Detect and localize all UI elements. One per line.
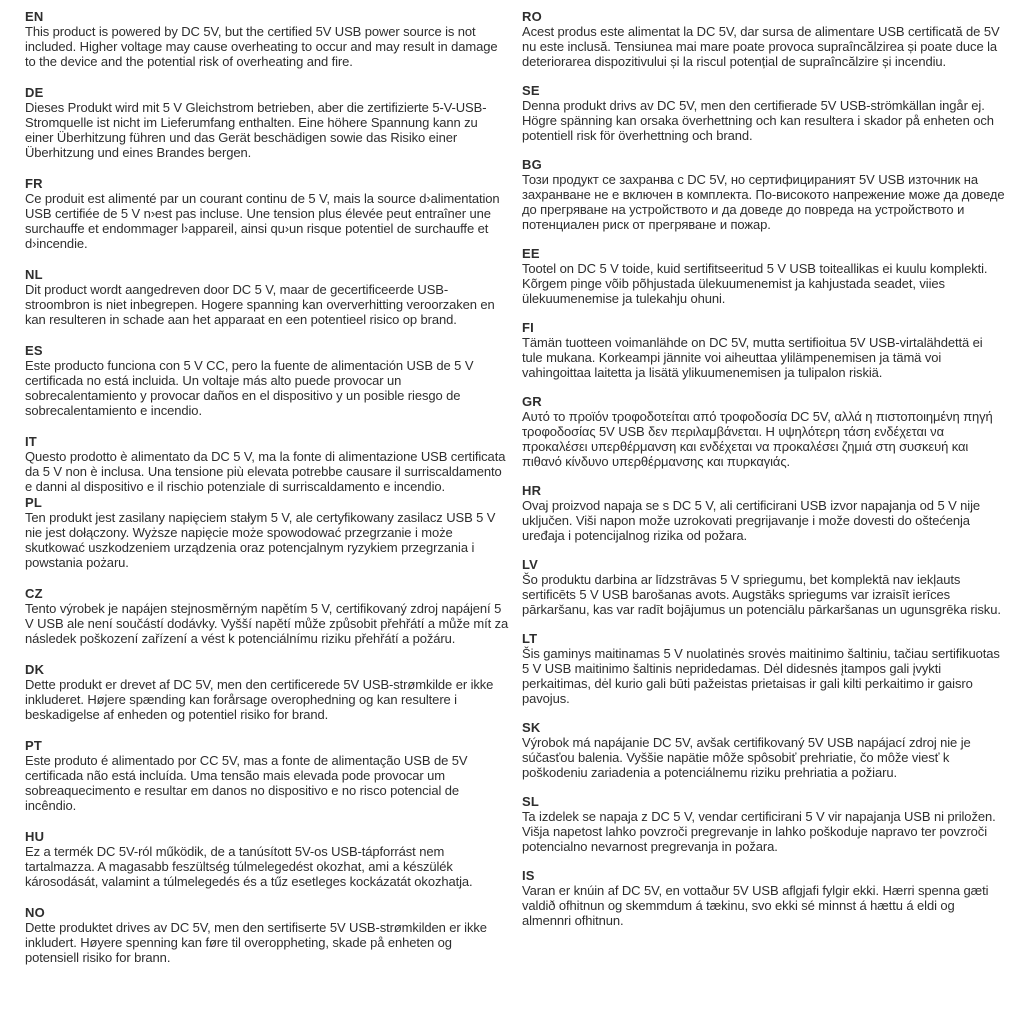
lang-section-fr	[25, 176, 509, 251]
lang-code-is: IS	[522, 868, 535, 883]
lang-section-lv	[522, 557, 1006, 617]
left-column	[25, 9, 509, 981]
lang-section-fi	[522, 320, 1006, 380]
lang-section-lt	[522, 631, 1006, 706]
lang-code-sk: SK	[522, 720, 541, 735]
lang-text-lv: Šo produktu darbina ar līdzstrāvas 5 V spriegumu, bet komplektā nav iekļauts sertificēts 5 V USB barošanas avots. Augstāks spriegums var izraisīt ierīces pārkaršanu, kas var radīt bojājumus un potenciālu pārkaršanas un ugunsgrēka risku.	[522, 572, 1001, 617]
lang-section-is	[522, 868, 1006, 928]
lang-text-it: Questo prodotto è alimentato da DC 5 V, ma la fonte di alimentazione USB certificata da 5 V non è inclusa. Una tensione più elevata potrebbe causare il surriscaldamento e danni al dispositivo e il rischio potenziale di surriscaldamento e incendio.	[25, 449, 506, 494]
lang-section-ro	[522, 9, 1006, 69]
lang-code-de: DE	[25, 85, 44, 100]
lang-code-ro: RO	[522, 9, 542, 24]
lang-text-sk: Výrobok má napájanie DC 5V, avšak certifikovaný 5V USB napájací zdroj nie je súčasťou balenia. Vyššie napätie môže spôsobiť prehriatie, čo môže viesť k poškodeniu zariadenia a potenciálnemu riziku prehriatia a požiaru.	[522, 735, 971, 780]
lang-text-cz: Tento výrobek je napájen stejnosměrným napětím 5 V, certifikovaný zdroj napájení 5 V USB ale není součástí dodávky. Vyšší napětí může způsobit přehřátí a může mít za následek poškození zařízení a vést k potenciálnímu riziku přehřátí a požáru.	[25, 601, 509, 646]
lang-section-sk	[522, 720, 1006, 780]
lang-text-is: Varan er knúin af DC 5V, en vottaður 5V USB aflgjafi fylgir ekki. Hærri spenna gæti valdið ofhitnun og skemmdum á tækinu, svo ekki sé minnst á hættu á eldi og almennri ofhitnun.	[522, 883, 989, 928]
lang-text-es: Este producto funciona con 5 V CC, pero la fuente de alimentación USB de 5 V certificada no está incluida. Un voltaje más alto puede provocar un sobrecalentamiento y provocar daños en el dispositivo y un posible riesgo de sobrecalentamiento e incendio.	[25, 358, 474, 418]
lang-code-bg: BG	[522, 157, 542, 172]
lang-section-pt	[25, 738, 509, 813]
lang-section-hu	[25, 829, 509, 889]
lang-text-sl: Ta izdelek se napaja z DC 5 V, vendar certificirani 5 V vir napajanja USB ni priložen. Višja napetost lahko povzroči pregrevanje in lahko poškoduje napravo ter povzroči potencialno nevarnost pregrevanja in požara.	[522, 809, 996, 854]
lang-text-pl: Ten produkt jest zasilany napięciem stałym 5 V, ale certyfikowany zasilacz USB 5 V nie jest dołączony. Wyższe napięcie może spowodować przegrzanie i może skutkować uszkodzeniem urządzenia oraz potencjalnym ryzykiem przegrzania i powstania pożaru.	[25, 510, 496, 570]
lang-text-ee: Tootel on DC 5 V toide, kuid sertifitseeritud 5 V USB toiteallikas ei kuulu komplekti. Kõrgem pinge võib põhjustada ülekuumenemist ja kahjustada seadet, viies ülekuumenemise ja tulekahju ohuni.	[522, 261, 988, 306]
lang-text-fi: Tämän tuotteen voimanlähde on DC 5V, mutta sertifioitua 5V USB-virtalähdettä ei tule mukana. Korkeampi jännite voi aiheuttaa ylilämpenemisen ja tämä voi vahingoittaa laitetta ja lisätä ylikuumenemisen ja tulipalon riskiä.	[522, 335, 983, 380]
lang-code-cz: CZ	[25, 586, 43, 601]
lang-code-gr: GR	[522, 394, 542, 409]
lang-section-gr	[522, 394, 1006, 469]
lang-section-de	[25, 85, 509, 160]
lang-code-lt: LT	[522, 631, 538, 646]
lang-code-lv: LV	[522, 557, 539, 572]
lang-code-no: NO	[25, 905, 45, 920]
lang-text-fr: Ce produit est alimenté par un courant continu de 5 V, mais la source d›alimentation USB certifiée de 5 V n›est pas incluse. Une tension plus élevée peut entraîner une surchauffe et endommager l›appareil, ainsi qu›un risque potentiel de surchauffe et d›incendie.	[25, 191, 500, 251]
lang-text-bg: Този продукт се захранва с DC 5V, но сертифицираният 5V USB източник на захранване не е включен в комплекта. По-високото напрежение може да доведе до прегряване на устройството и да доведе до повреда на устройството и потенциален риск от прегряване и пожар.	[522, 172, 1005, 232]
lang-text-nl: Dit product wordt aangedreven door DC 5 V, maar de gecertificeerde USB-stroombron is niet inbegrepen. Hogere spanning kan oververhitting veroorzaken en kan resulteren in schade aan het apparaat en een potentieel risico op brand.	[25, 282, 495, 327]
lang-text-en: This product is powered by DC 5V, but the certified 5V USB power source is not included. Higher voltage may cause overheating to occur and may result in damage to the device and the potential risk of overheating and fire.	[25, 24, 498, 69]
lang-code-fr: FR	[25, 176, 43, 191]
lang-section-nl	[25, 267, 509, 327]
lang-code-ee: EE	[522, 246, 540, 261]
lang-code-it: IT	[25, 434, 37, 449]
lang-text-pt: Este produto é alimentado por CC 5V, mas a fonte de alimentação USB de 5V certificada não está incluída. Uma tensão mais elevada pode provocar um sobreaquecimento e resultar em danos no dispositivo e no risco potencial de incêndio.	[25, 753, 468, 813]
lang-section-bg	[522, 157, 1006, 232]
lang-code-fi: FI	[522, 320, 534, 335]
lang-code-se: SE	[522, 83, 540, 98]
lang-section-pl	[25, 495, 509, 570]
lang-section-no	[25, 905, 509, 965]
lang-text-gr: Αυτό το προϊόν τροφοδοτείται από τροφοδοσία DC 5V, αλλά η πιστοποιημένη πηγή τροφοδοσίας 5V USB δεν περιλαμβάνεται. Η υψηλότερη τάση ενδέχεται να προκαλέσει υπερθέρμανση και ενδέχεται να προκαλέσει ζημιά στη συσκευή και πιθανό κίνδυνο υπερθέρμανσης και πυρκαγιάς.	[522, 409, 993, 469]
lang-section-dk	[25, 662, 509, 722]
lang-section-hr	[522, 483, 1006, 543]
lang-text-ro: Acest produs este alimentat la DC 5V, dar sursa de alimentare USB certificată de 5V nu este inclusă. Tensiunea mai mare poate provoca supraîncălzirea și poate duce la deteriorarea dispozitivului și la riscul potențial de supraîncălzire și incendiu.	[522, 24, 1000, 69]
lang-code-es: ES	[25, 343, 43, 358]
lang-code-sl: SL	[522, 794, 540, 809]
lang-section-en	[25, 9, 509, 69]
lang-section-se	[522, 83, 1006, 143]
lang-text-no: Dette produktet drives av DC 5V, men den sertifiserte 5V USB-strømkilden er ikke inkludert. Høyere spenning kan føre til overoppheting, skade på enheten og potensiell risiko for brann.	[25, 920, 487, 965]
lang-section-es	[25, 343, 509, 418]
lang-text-se: Denna produkt drivs av DC 5V, men den certifierade 5V USB-strömkällan ingår ej. Högre spänning kan orsaka överhettning och kan resultera i skador på enheten och potentiell risk för överhettning och brand.	[522, 98, 994, 143]
lang-code-dk: DK	[25, 662, 45, 677]
lang-code-pt: PT	[25, 738, 43, 753]
lang-code-pl: PL	[25, 495, 43, 510]
lang-code-en: EN	[25, 9, 44, 24]
lang-text-de: Dieses Produkt wird mit 5 V Gleichstrom betrieben, aber die zertifizierte 5-V-USB-Stromquelle ist nicht im Lieferumfang enthalten. Eine höhere Spannung kann zu einer Überhitzung führen und das Gerät beschädigen sowie das Risiko einer Überhitzung und eines Brandes bergen.	[25, 100, 487, 160]
lang-section-sl	[522, 794, 1006, 854]
lang-section-it	[25, 434, 509, 494]
lang-code-hr: HR	[522, 483, 542, 498]
lang-text-hr: Ovaj proizvod napaja se s DC 5 V, ali certificirani USB izvor napajanja od 5 V nije uključen. Viši napon može uzrokovati pregrijavanje i može dovesti do oštećenja uređaja i potencijalnog rizika od požara.	[522, 498, 981, 543]
lang-section-ee	[522, 246, 1006, 306]
lang-text-hu: Ez a termék DC 5V-ról működik, de a tanúsított 5V-os USB-tápforrást nem tartalmazza. A magasabb feszültség túlmelegedést okozhat, ami a készülék károsodását, valamint a túlmelegedés és a tűz esetleges kockázatát okozhatja.	[25, 844, 473, 889]
lang-text-dk: Dette produkt er drevet af DC 5V, men den certificerede 5V USB-strømkilde er ikke inkluderet. Højere spænding kan forårsage overophedning og kan resultere i beskadigelse af enheden og potentiel risiko for brand.	[25, 677, 494, 722]
lang-code-nl: NL	[25, 267, 43, 282]
lang-section-cz	[25, 586, 509, 646]
right-column	[522, 9, 1006, 981]
lang-code-hu: HU	[25, 829, 45, 844]
lang-text-lt: Šis gaminys maitinamas 5 V nuolatinės srovės maitinimo šaltiniu, tačiau sertifikuotas 5 V USB maitinimo šaltinis nepridedamas. Dėl didesnės įtampos gali įvykti perkaitimas, dėl kurio gali būti pažeistas prietaisas ir gali kilti perkaitimo ir gaisro pavojus.	[522, 646, 1000, 706]
